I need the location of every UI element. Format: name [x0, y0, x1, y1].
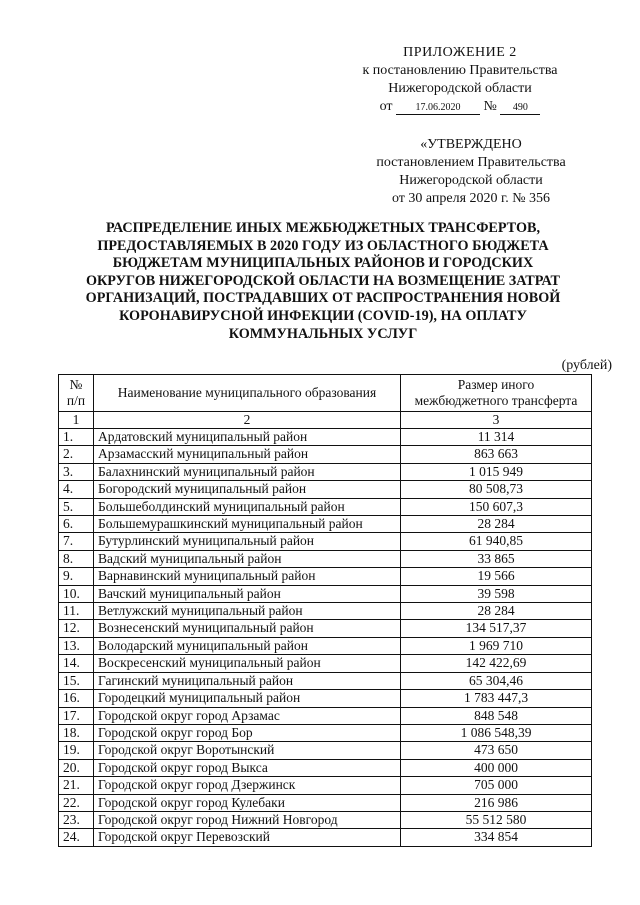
table-row — [59, 585, 592, 602]
approved-line-3: Нижегородской области — [399, 173, 543, 188]
units-label: (рублей) — [561, 358, 612, 373]
header-name: Наименование муниципального образования — [94, 375, 401, 412]
transfer-amount: 216 986 — [401, 794, 592, 811]
row-number: 9. — [59, 568, 94, 585]
table-row — [59, 446, 592, 463]
transfer-amount: 142 422,69 — [401, 655, 592, 672]
header-value-line-1: Размер иного — [457, 377, 535, 392]
row-number: 11. — [59, 603, 94, 620]
municipality-name: Городской округ город Нижний Новгород — [94, 811, 401, 828]
row-number: 1. — [59, 429, 94, 446]
table-row — [59, 463, 592, 480]
row-number: 16. — [59, 690, 94, 707]
row-number: 21. — [59, 777, 94, 794]
table-row — [59, 637, 592, 654]
title-line: ПРЕДОСТАВЛЯЕМЫХ В 2020 ГОДУ ИЗ ОБЛАСТНОГО БЮДЖЕТА — [97, 237, 549, 254]
table-row — [59, 620, 592, 637]
table-row — [59, 672, 592, 689]
table-row — [59, 533, 592, 550]
title-line: КОММУНАЛЬНЫХ УСЛУГ — [228, 325, 418, 342]
transfer-amount: 28 284 — [401, 516, 592, 533]
transfer-amount: 705 000 — [401, 777, 592, 794]
title-line: ОКРУГОВ НИЖЕГОРОДСКОЙ ОБЛАСТИ НА ВОЗМЕЩЕНИЕ ЗАТРАТ — [85, 272, 561, 289]
municipality-name: Вадский муниципальный район — [94, 550, 401, 567]
row-number: 5. — [59, 498, 94, 515]
column-number: 1 — [59, 412, 94, 429]
table-row — [59, 550, 592, 567]
table-row — [59, 724, 592, 741]
municipality-name: Варнавинский муниципальный район — [94, 568, 401, 585]
approved-line-2: постановлением Правительства — [376, 155, 566, 170]
row-number: 17. — [59, 707, 94, 724]
transfers-table — [58, 374, 592, 847]
approved-block — [346, 136, 596, 208]
decree-number: 490 — [500, 101, 540, 115]
appendix-title: ПРИЛОЖЕНИЕ 2 — [403, 45, 517, 60]
table-row — [59, 829, 592, 846]
appendix-line-2: Нижегородской области — [388, 81, 532, 96]
approved-line-4: от 30 апреля 2020 г. № 356 — [391, 191, 551, 206]
municipality-name: Городской округ город Бор — [94, 724, 401, 741]
municipality-name: Городской округ Перевозский — [94, 829, 401, 846]
row-number: 23. — [59, 811, 94, 828]
transfer-amount: 55 512 580 — [401, 811, 592, 828]
header-value — [401, 375, 592, 412]
transfer-amount: 28 284 — [401, 603, 592, 620]
table-row — [59, 794, 592, 811]
row-number: 6. — [59, 516, 94, 533]
transfer-amount: 80 508,73 — [401, 481, 592, 498]
municipality-name: Ветлужский муниципальный район — [94, 603, 401, 620]
transfer-amount: 19 566 — [401, 568, 592, 585]
row-number: 24. — [59, 829, 94, 846]
municipality-name: Городецкий муниципальный район — [94, 690, 401, 707]
municipality-name: Городской округ город Дзержинск — [94, 777, 401, 794]
transfer-amount: 61 940,85 — [401, 533, 592, 550]
table-row — [59, 777, 592, 794]
transfer-amount: 1 086 548,39 — [401, 724, 592, 741]
table-row — [59, 655, 592, 672]
table-row — [59, 603, 592, 620]
table-row — [59, 481, 592, 498]
municipality-name: Городской округ Воротынский — [94, 742, 401, 759]
municipality-name: Городской округ город Арзамас — [94, 707, 401, 724]
municipality-name: Городской округ город Кулебаки — [94, 794, 401, 811]
transfer-amount: 65 304,46 — [401, 672, 592, 689]
title-line: БЮДЖЕТАМ МУНИЦИПАЛЬНЫХ РАЙОНОВ И ГОРОДСКИХ — [112, 255, 534, 272]
title-line: КОРОНАВИРУСНОЙ ИНФЕКЦИИ (COVID-19), НА ОПЛАТУ — [119, 307, 527, 324]
header-number-line-1: № — [69, 377, 83, 392]
header-number-line-2: п/п — [66, 393, 86, 408]
table-header-row — [59, 375, 592, 412]
number-sign: № — [483, 99, 497, 114]
municipality-name: Городской округ город Выкса — [94, 759, 401, 776]
municipality-name: Богородский муниципальный район — [94, 481, 401, 498]
transfer-amount: 848 548 — [401, 707, 592, 724]
table-row — [59, 759, 592, 776]
transfer-amount: 39 598 — [401, 585, 592, 602]
appendix-block — [340, 44, 580, 116]
table-row — [59, 568, 592, 585]
municipality-name: Ардатовский муниципальный район — [94, 429, 401, 446]
municipality-name: Вачский муниципальный район — [94, 585, 401, 602]
table-row — [59, 811, 592, 828]
table-row — [59, 498, 592, 515]
table-row — [59, 690, 592, 707]
header-number — [59, 375, 94, 412]
row-number: 4. — [59, 481, 94, 498]
transfer-amount: 1 969 710 — [401, 637, 592, 654]
municipality-name: Воскресенский муниципальный район — [94, 655, 401, 672]
date-prefix: от — [379, 99, 393, 114]
row-number: 22. — [59, 794, 94, 811]
row-number: 14. — [59, 655, 94, 672]
row-number: 15. — [59, 672, 94, 689]
row-number: 13. — [59, 637, 94, 654]
municipality-name: Вознесенский муниципальный район — [94, 620, 401, 637]
column-number: 3 — [401, 412, 592, 429]
table-row — [59, 429, 592, 446]
transfer-amount: 334 854 — [401, 829, 592, 846]
municipality-name: Арзамасский муниципальный район — [94, 446, 401, 463]
transfer-amount: 1 783 447,3 — [401, 690, 592, 707]
column-number-row — [59, 412, 592, 429]
row-number: 7. — [59, 533, 94, 550]
transfer-amount: 11 314 — [401, 429, 592, 446]
transfer-amount: 33 865 — [401, 550, 592, 567]
header-value-line-2: межбюджетного трансферта — [414, 393, 578, 408]
appendix-line-1: к постановлению Правительства — [362, 63, 558, 78]
column-number: 2 — [94, 412, 401, 429]
table-row — [59, 516, 592, 533]
municipality-name: Балахнинский муниципальный район — [94, 463, 401, 480]
appendix-date-line — [340, 98, 580, 116]
municipality-name: Гагинский муниципальный район — [94, 672, 401, 689]
title-line: РАСПРЕДЕЛЕНИЕ ИНЫХ МЕЖБЮДЖЕТНЫХ ТРАНСФЕРТОВ, — [105, 220, 541, 236]
municipality-name: Бутурлинский муниципальный район — [94, 533, 401, 550]
row-number: 18. — [59, 724, 94, 741]
decree-date: 17.06.2020 — [396, 101, 480, 115]
table-row — [59, 707, 592, 724]
transfer-amount: 1 015 949 — [401, 463, 592, 480]
row-number: 19. — [59, 742, 94, 759]
municipality-name: Большеболдинский муниципальный район — [94, 498, 401, 515]
row-number: 3. — [59, 463, 94, 480]
transfer-amount: 150 607,3 — [401, 498, 592, 515]
transfer-amount: 134 517,37 — [401, 620, 592, 637]
table-row — [59, 742, 592, 759]
transfer-amount: 473 650 — [401, 742, 592, 759]
approved-line-1: «УТВЕРЖДЕНО — [420, 137, 522, 152]
row-number: 20. — [59, 759, 94, 776]
municipality-name: Большемурашкинский муниципальный район — [94, 516, 401, 533]
transfer-amount: 400 000 — [401, 759, 592, 776]
row-number: 10. — [59, 585, 94, 602]
document-title — [76, 220, 570, 343]
municipality-name: Володарский муниципальный район — [94, 637, 401, 654]
row-number: 8. — [59, 550, 94, 567]
row-number: 12. — [59, 620, 94, 637]
transfer-amount: 863 663 — [401, 446, 592, 463]
row-number: 2. — [59, 446, 94, 463]
title-line: ОРГАНИЗАЦИЙ, ПОСТРАДАВШИХ ОТ РАСПРОСТРАНЕНИЯ НОВОЙ — [85, 290, 561, 307]
